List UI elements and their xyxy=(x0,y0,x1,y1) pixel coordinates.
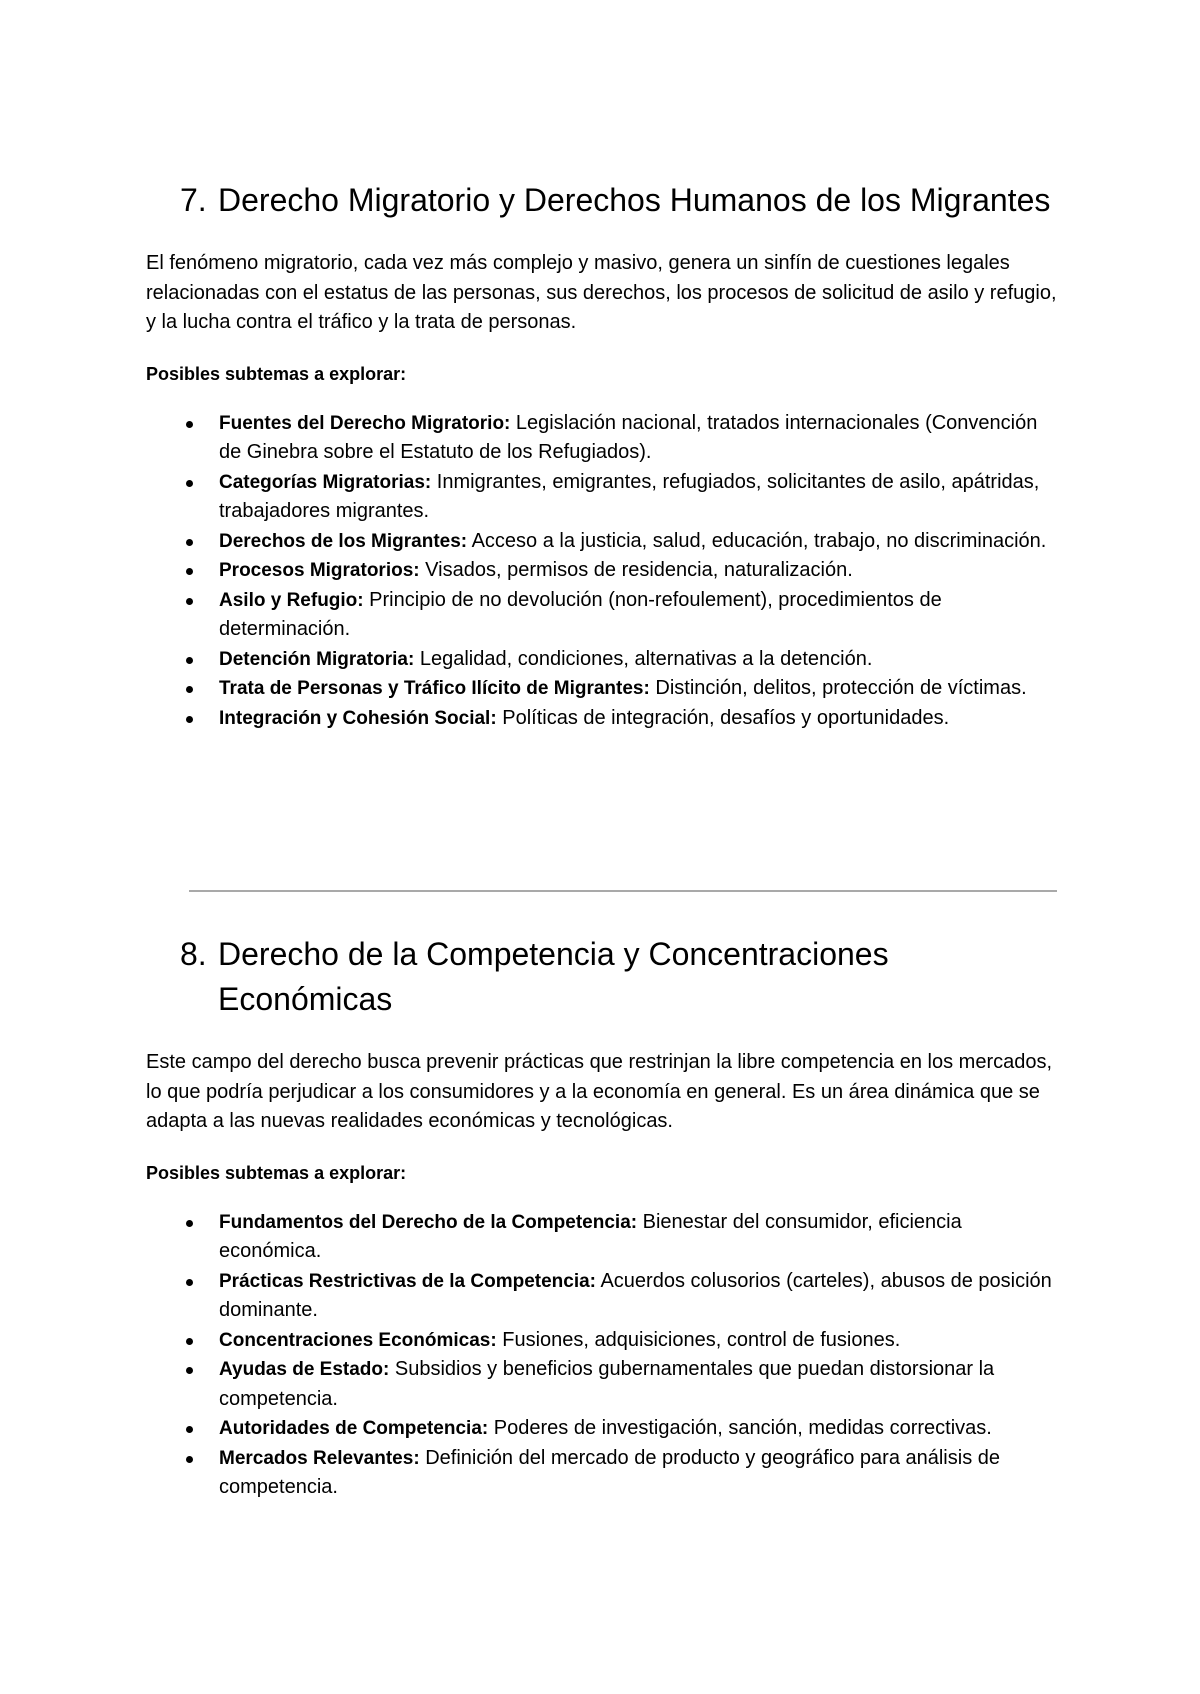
subtopics-heading: Posibles subtemas a explorar: xyxy=(146,1162,407,1183)
section-title: Derecho de la Competencia y Concentraciones Económicas xyxy=(218,936,889,1017)
bullet-icon xyxy=(186,568,193,575)
item-text: Políticas de integración, desafíos y oportunidades. xyxy=(496,706,950,729)
bullet-icon xyxy=(186,598,193,605)
section-intro: El fenómeno migratorio, cada vez más complejo y masivo, genera un sinfín de cuestiones legales relacionadas con el estatus de las personas, sus derechos, los procesos de solicitud de asilo y refugio, y la lucha contra el tráfico y la trata de personas. xyxy=(146,252,1057,333)
list-item xyxy=(146,1326,1062,1356)
section-8 xyxy=(146,932,1062,1503)
item-term: Derechos de los Migrantes: xyxy=(219,530,468,552)
list-item xyxy=(146,1444,1062,1503)
section-heading xyxy=(180,178,1062,223)
list-item xyxy=(146,645,1062,675)
bullet-icon xyxy=(186,716,193,723)
item-text: Acuerdos colusorios (carteles), abusos de posición dominante. xyxy=(219,1269,1052,1321)
list-item xyxy=(146,1208,1062,1267)
item-term: Fuentes del Derecho Migratorio: xyxy=(219,412,511,434)
item-term: Asilo y Refugio: xyxy=(219,589,364,611)
bullet-icon xyxy=(186,1338,193,1345)
bullet-icon xyxy=(186,1220,193,1227)
list-item xyxy=(146,556,1062,586)
item-term: Concentraciones Económicas: xyxy=(219,1329,497,1351)
bullet-icon xyxy=(186,1367,193,1374)
item-text: Visados, permisos de residencia, naturalización. xyxy=(419,559,853,581)
item-text: Principio de no devolución (non-refoulement), procedimientos de determinación. xyxy=(219,588,942,640)
item-term: Fundamentos del Derecho de la Competencia: xyxy=(219,1211,638,1233)
list-item xyxy=(146,409,1062,468)
list-item xyxy=(146,586,1062,645)
list-item xyxy=(146,1267,1062,1326)
bullet-icon xyxy=(186,421,193,428)
item-text: Acceso a la justicia, salud, educación, trabajo, no discriminación. xyxy=(467,529,1047,552)
item-text: Poderes de investigación, sanción, medidas correctivas. xyxy=(488,1417,992,1439)
item-term: Ayudas de Estado: xyxy=(219,1359,390,1380)
bullet-icon xyxy=(186,1426,193,1433)
bullet-icon xyxy=(186,1279,193,1286)
item-text: Legalidad, condiciones, alternativas a la detención. xyxy=(414,647,873,670)
section-intro: Este campo del derecho busca prevenir prácticas que restrinjan la libre competencia en los mercados, lo que podría perjudicar a los consumidores y a la economía en general. Es un área dinámica que se adapta a las nuevas realidades económicas y tecnológicas. xyxy=(146,1051,1053,1132)
item-text: Distinción, delitos, protección de víctimas. xyxy=(649,677,1027,699)
item-text: Definición del mercado de producto y geográfico para análisis de competencia. xyxy=(219,1446,1000,1498)
item-term: Detención Migratoria: xyxy=(219,648,415,670)
item-term: Integración y Cohesión Social: xyxy=(219,707,497,729)
bullet-icon xyxy=(186,686,193,693)
item-term: Categorías Migratorias: xyxy=(219,471,432,493)
item-text: Inmigrantes, emigrantes, refugiados, solicitantes de asilo, apátridas, trabajadores migrantes. xyxy=(219,470,1040,522)
section-heading xyxy=(180,932,1062,1022)
list-item xyxy=(146,704,1062,734)
bullet-icon xyxy=(186,1456,193,1463)
list-item xyxy=(146,1355,1062,1414)
bullet-icon xyxy=(186,657,193,664)
section-number: 8. xyxy=(180,936,207,972)
list-item xyxy=(146,1414,1062,1444)
section-title: Derecho Migratorio y Derechos Humanos de los Migrantes xyxy=(218,182,1051,218)
subtopics-heading: Posibles subtemas a explorar: xyxy=(146,363,407,384)
subtopics-list xyxy=(146,1208,1062,1503)
list-item xyxy=(146,527,1062,557)
item-text: Subsidios y beneficios gubernamentales que puedan distorsionar la competencia. xyxy=(219,1358,995,1410)
item-term: Trata de Personas y Tráfico Ilícito de Migrantes: xyxy=(219,678,650,699)
item-term: Procesos Migratorios: xyxy=(219,560,420,581)
item-term: Autoridades de Competencia: xyxy=(219,1418,489,1439)
item-text: Bienestar del consumidor, eficiencia económica. xyxy=(219,1210,962,1262)
item-term: Prácticas Restrictivas de la Competencia: xyxy=(219,1270,597,1292)
list-item xyxy=(146,468,1062,527)
item-text: Fusiones, adquisiciones, control de fusiones. xyxy=(496,1328,901,1351)
bullet-icon xyxy=(186,480,193,487)
item-term: Mercados Relevantes: xyxy=(219,1447,420,1469)
subtopics-list xyxy=(146,409,1062,734)
list-item xyxy=(146,674,1062,704)
section-7 xyxy=(146,178,1062,733)
item-text: Legislación nacional, tratados internacionales (Convención de Ginebra sobre el Estatuto de los Refugiados). xyxy=(219,411,1038,463)
section-number: 7. xyxy=(180,182,207,218)
section-divider xyxy=(189,890,1057,892)
bullet-icon xyxy=(186,539,193,546)
